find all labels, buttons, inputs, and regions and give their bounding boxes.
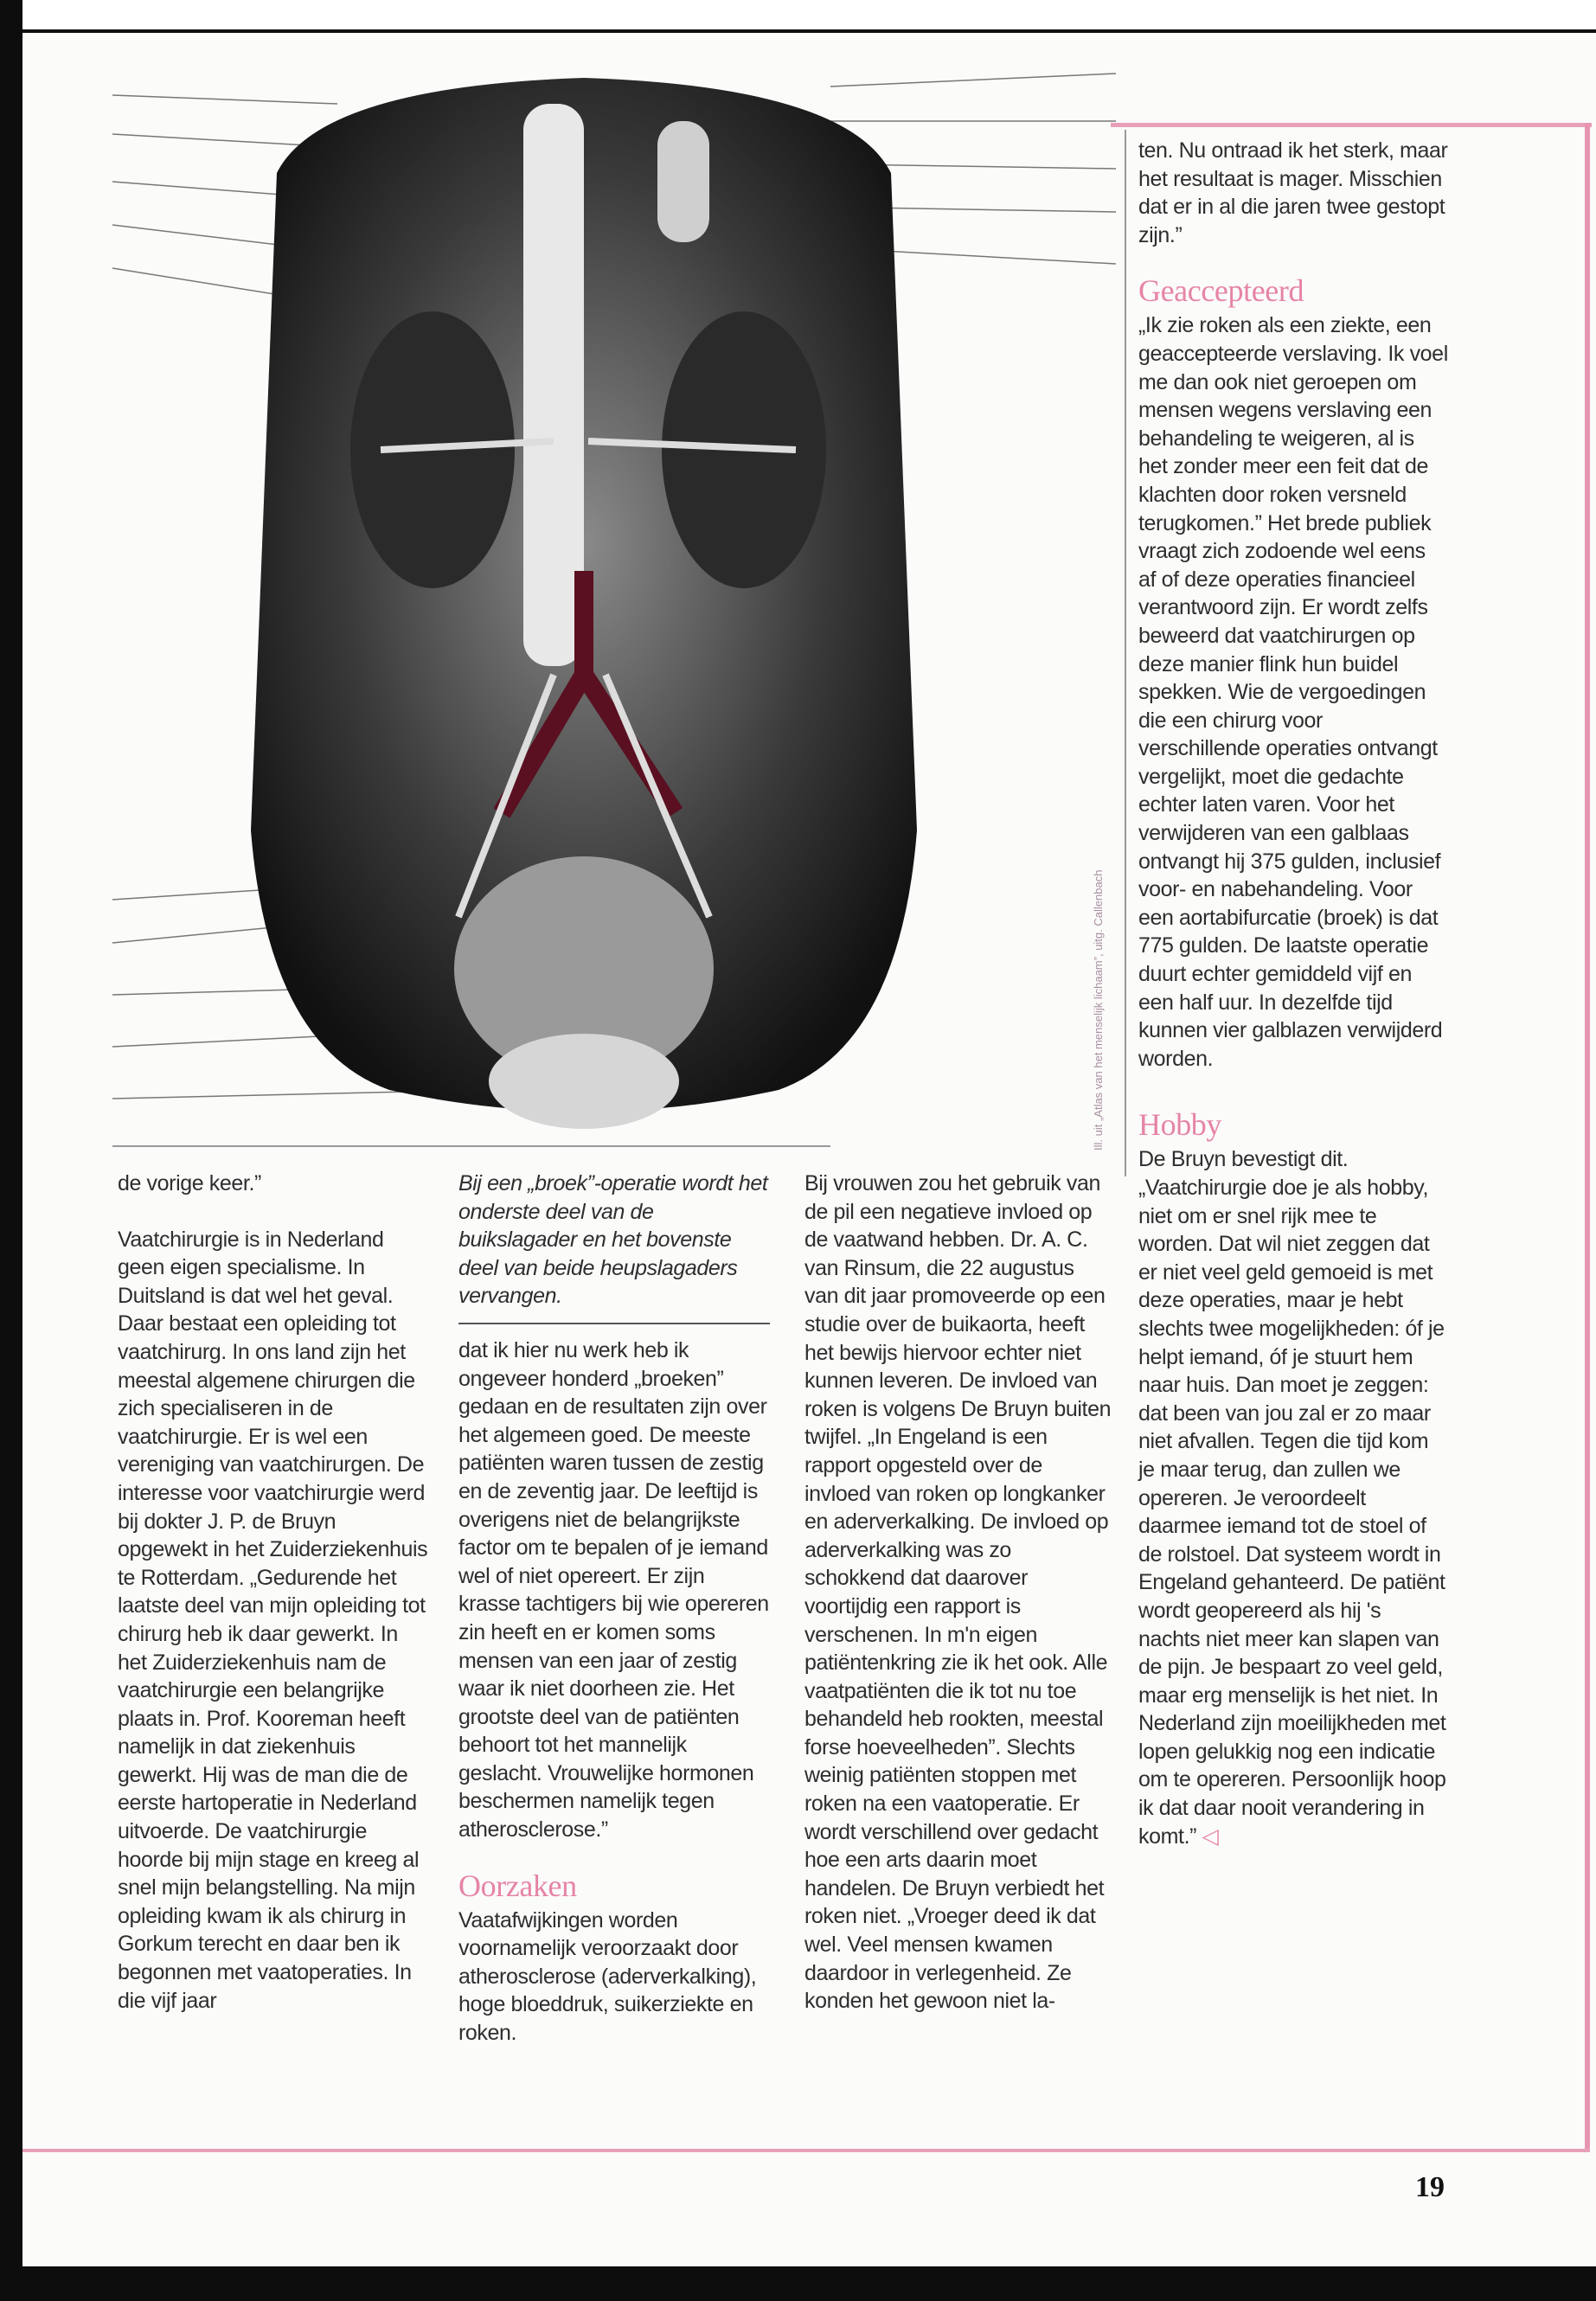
- illustration-caption: Bij een „broek”-operatie wordt het onderste deel van de buikslagader en het bovenste deel van beide heupslagaders vervangen.: [458, 1170, 770, 1324]
- subheading-hobby: Hobby: [1138, 1107, 1221, 1143]
- frame-bottom-rule: [22, 2149, 1590, 2152]
- page-number: 19: [1415, 2171, 1445, 2203]
- paragraph: „Ik zie roken als een ziekte, een geaccepteerde verslaving. Ik voel me dan ook niet geroepen om mensen wegens verslaving een behandeling te weigeren, al is het zonder meer een feit dat de klachten door roken versneld terugkomen.” Het brede publiek vraagt zich zodoende wel eens af of deze operaties financieel verantwoord zijn. Er wordt zelfs beweerd dat vaatchirurgen op deze manier flink hun buidel spekken. Wie de vergoedingen die een chirurg voor verschillende operaties ontvangt vergelijkt, moet die gedachte echter laten varen. Voor het verwijderen van een galblaas ontvangt hij 375 gulden, inclusief voor- en nabehandeling. Voor een aortabifurcatie (broek) is dat 775 gulden. De laatste operatie duurt echter gemiddeld vijf en een half uur. In dezelfde tijd kunnen vier galblazen verwijderd worden.: [1138, 313, 1448, 1071]
- paragraph-final: [1138, 1145, 1448, 1850]
- paragraph: ten. Nu ontraad ik het sterk, maar het resultaat is mager. Misschien dat er in al die jaren twee gestopt zijn.”: [1138, 138, 1448, 247]
- paragraph: Vaatchirurgie is in Nederland geen eigen specialisme. In Duitsland is dat wel het geval. Daar bestaat een opleiding tot vaatchirurg. In ons land zijn het meestal algemene chirurgen die zich specialiseren in de vaatchirurgie. Er is wel een vereniging van vaatchirurgen. De interesse voor vaatchirurgie werd bij dokter J. P. de Bruyn opgewekt in het Zuiderziekenhuis te Rotterdam. „Gedurende het laatste deel van mijn opleiding tot chirurg heb ik daar gewerkt. In het Zuiderziekenhuis nam de vaatchirurgie een belangrijke plaats in. Prof. Kooreman heeft namelijk in dat ziekenhuis gewerkt. Hij was de man die de eerste hartoperatie in Nederland uitvoerde. De vaatchirurgie hoorde bij mijn stage en kreeg al snel mijn belangstelling. Na mijn opleiding kwam ik als chirurg in Gorkum terecht en daar ben ik begonnen met vaatoperaties. In die vijf jaar: [118, 1227, 428, 2013]
- frame-top-rule: [1111, 123, 1592, 127]
- frame-right-rule: [1585, 123, 1590, 2152]
- scan-left-edge: [0, 0, 22, 2301]
- paragraph: de vorige keer.”: [118, 1171, 261, 1195]
- article-column-2: [458, 1170, 770, 2048]
- paragraph: Bij vrouwen zou het gebruik van de pil een negatieve invloed op de vaatwand hebben. Dr. A. C. van Rinsum, die 22 augustus van dit jaar promoveerde op een studie over de buikaorta, heeft het bewijs hiervoor echter niet kunnen leveren. De invloed van roken is volgens De Bruyn buiten twijfel. „In Engeland is een rapport opgesteld over de invloed van roken op longkanker en aderverkalking. De invloed op aderverkalking was zo schokkend dat daarover voortijdig een rapport is verschenen. In m'n eigen patiëntenkring zie ik het ook. Alle vaatpatiënten die ik tot nu toe behandeld heb rookten, meestal forse hoeveelheden”. Slechts weinig patiënten stoppen met roken na een vaatoperatie. Er wordt verschillend over gedacht hoe een arts daarin moet handelen. De Bruyn verbiedt het roken niet. „Vroeger deed ik dat wel. Veel mensen kwamen daardoor in verlegenheid. Ze konden het gewoon niet la-: [804, 1171, 1112, 2014]
- esophagus: [657, 121, 709, 242]
- scan-bottom-edge: [0, 2266, 1596, 2301]
- paragraph-text: De Bruyn bevestigt dit. „Vaatchirurgie doe je als hobby, niet om er snel rijk mee te worden. Dat wil niet zeggen dat er niet veel geld gemoeid is met deze operaties, maar je hebt slechts twee mogelijkheden: óf je helpt iemand, óf je stuurt hem naar huis. Dan moet je zeggen: dat been van jou zal er zo maar niet afvallen. Tegen die tijd kom je maar terug, dan zullen we opereren. Je veroordeelt daarmee iemand tot de stoel of de rolstoel. Dat systeem wordt in Engeland gehanteerd. De patiënt wordt geopereerd als hij 's nachts niet meer kan slapen van de pijn. Je bespaart zo veel geld, maar erg menselijk is het niet. In Nederland zijn moeilijkheden met lopen gelukkig nog een indicatie om te opereren. Persoonlijk hoop ik dat daar nooit verandering in komt.”: [1138, 1147, 1446, 1849]
- paragraph: Vaatafwijkingen worden voornamelijk veroorzaakt door atherosclerose (aderverkalking), hoge bloeddruk, suikerziekte en roken.: [458, 1907, 757, 2046]
- article-column-1: [118, 1170, 429, 2015]
- pelvis-base: [489, 1034, 679, 1129]
- article-column-3: [804, 1170, 1112, 2016]
- page-top-edge: [0, 0, 1596, 33]
- subheading-oorzaken: Oorzaken: [458, 1868, 577, 1903]
- column-divider: [1125, 130, 1126, 1176]
- end-mark-icon: ◁: [1202, 1823, 1219, 1849]
- article-column-4: [1138, 137, 1448, 1850]
- subheading-geaccepteerd: Geaccepteerd: [1138, 273, 1304, 309]
- illustration-credit: Ill. uit „Atlas van het menselijk lichaam”, uitg. Callenbach: [1092, 869, 1105, 1150]
- paragraph: dat ik hier nu werk heb ik ongeveer honderd „broeken” gedaan en de resultaten zijn over het algemeen goed. De meeste patiënten waren tussen de zestig en de zeventig jaar. De leeftijd is overigens niet de belangrijkste factor om te bepalen of je iemand wel of niet opereert. Er zijn krasse tachtigers bij wie opereren zin heeft en er komen soms mensen van een jaar of zestig waar ik niet doorheen zie. Het grootste deel van de patiënten behoort tot het mannelijk geslacht. Vrouwelijke hormonen beschermen namelijk tegen atherosclerose.”: [458, 1337, 769, 1843]
- anatomy-illustration: [52, 52, 1116, 1163]
